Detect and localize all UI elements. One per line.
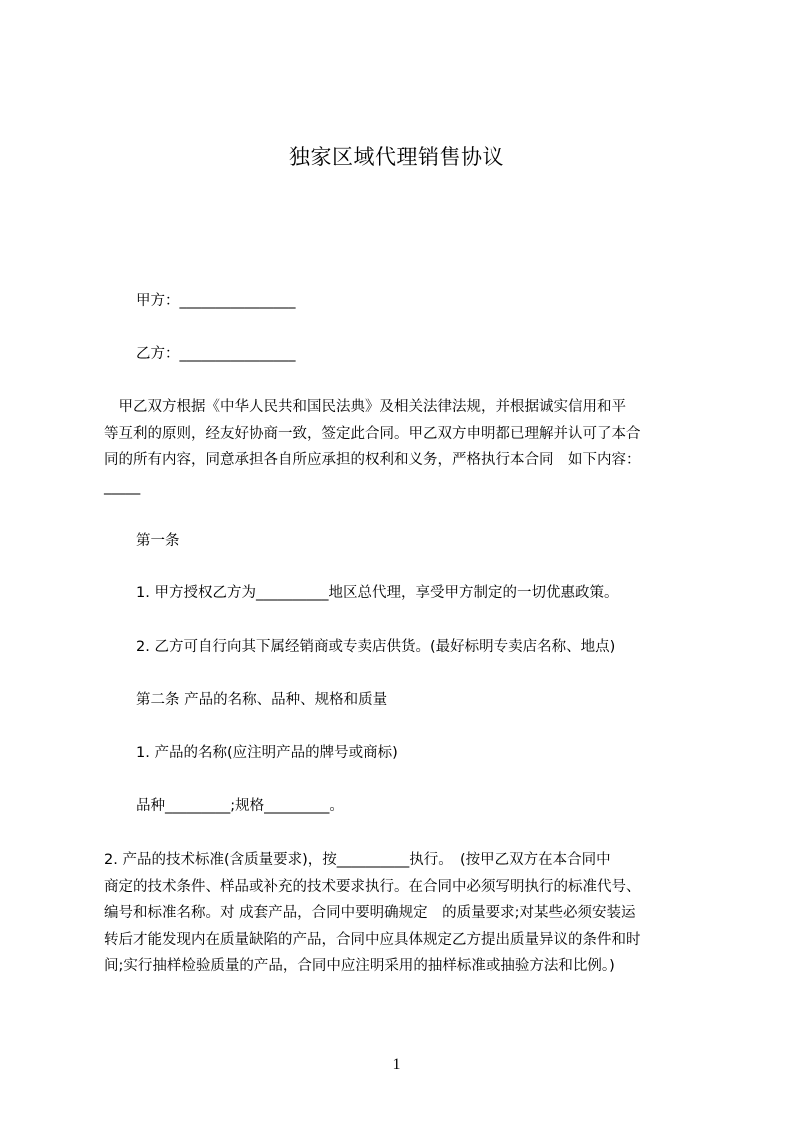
article-1-heading: 第一条 bbox=[136, 533, 180, 549]
document-title: 独家区域代理销售协议 bbox=[289, 145, 504, 169]
article-2-item-2-line: 商定的技术条件、样品或补充的技术要求执行。在合同中必须写明执行的标准代号、 bbox=[104, 878, 641, 895]
article-2-item-2-paragraph bbox=[104, 849, 716, 982]
party-a-line: 甲方：________________ bbox=[136, 293, 296, 309]
article-2-item-1: 1. 产品的名称(应注明产品的牌号或商标) bbox=[136, 745, 398, 761]
intro-paragraph bbox=[104, 396, 716, 502]
intro-line: 甲乙双方根据《中华人民共和国民法典》及相关法律法规，并根据诚实信用和平 bbox=[104, 399, 626, 415]
party-b-line: 乙方：________________ bbox=[136, 346, 296, 362]
article-2-heading: 第二条 产品的名称、品种、规格和质量 bbox=[136, 692, 388, 708]
intro-line: 等互利的原则，经友好协商一致，签定此合同。甲乙双方申明都已理解并认可了本合 bbox=[104, 425, 641, 442]
article-2-item-2-line: 间;实行抽样检验质量的产品，合同中应注明采用的抽样标准或抽验方法和比例。) bbox=[104, 958, 615, 974]
article-1-item-2: 2. 乙方可自行向其下属经销商或专卖店供货。(最好标明专卖店名称、地点) bbox=[136, 639, 616, 655]
page-number: 1 bbox=[392, 1056, 401, 1073]
article-2-item-2-line: 2. 产品的技术标准(含质量要求)，按__________执行。 (按甲乙双方在本合同中 bbox=[104, 852, 611, 868]
article-1-item-1: 1. 甲方授权乙方为__________地区总代理，享受甲方制定的一切优惠政策。 bbox=[136, 585, 619, 601]
article-2-variety-spec: 品种_________;规格_________。 bbox=[136, 798, 344, 814]
article-2-item-2-line: 转后才能发现内在质量缺陷的产品，合同中应具体规定乙方提出质量异议的条件和时 bbox=[104, 931, 641, 948]
intro-line: _____ bbox=[104, 478, 141, 495]
article-2-item-2-line: 编号和标准名称。对 成套产品，合同中要明确规定 的质量要求;对某些必须安装运 bbox=[104, 905, 636, 921]
intro-line: 同的所有内容，同意承担各自所应承担的权利和义务，严格执行本合同 如下内容： bbox=[104, 452, 641, 468]
